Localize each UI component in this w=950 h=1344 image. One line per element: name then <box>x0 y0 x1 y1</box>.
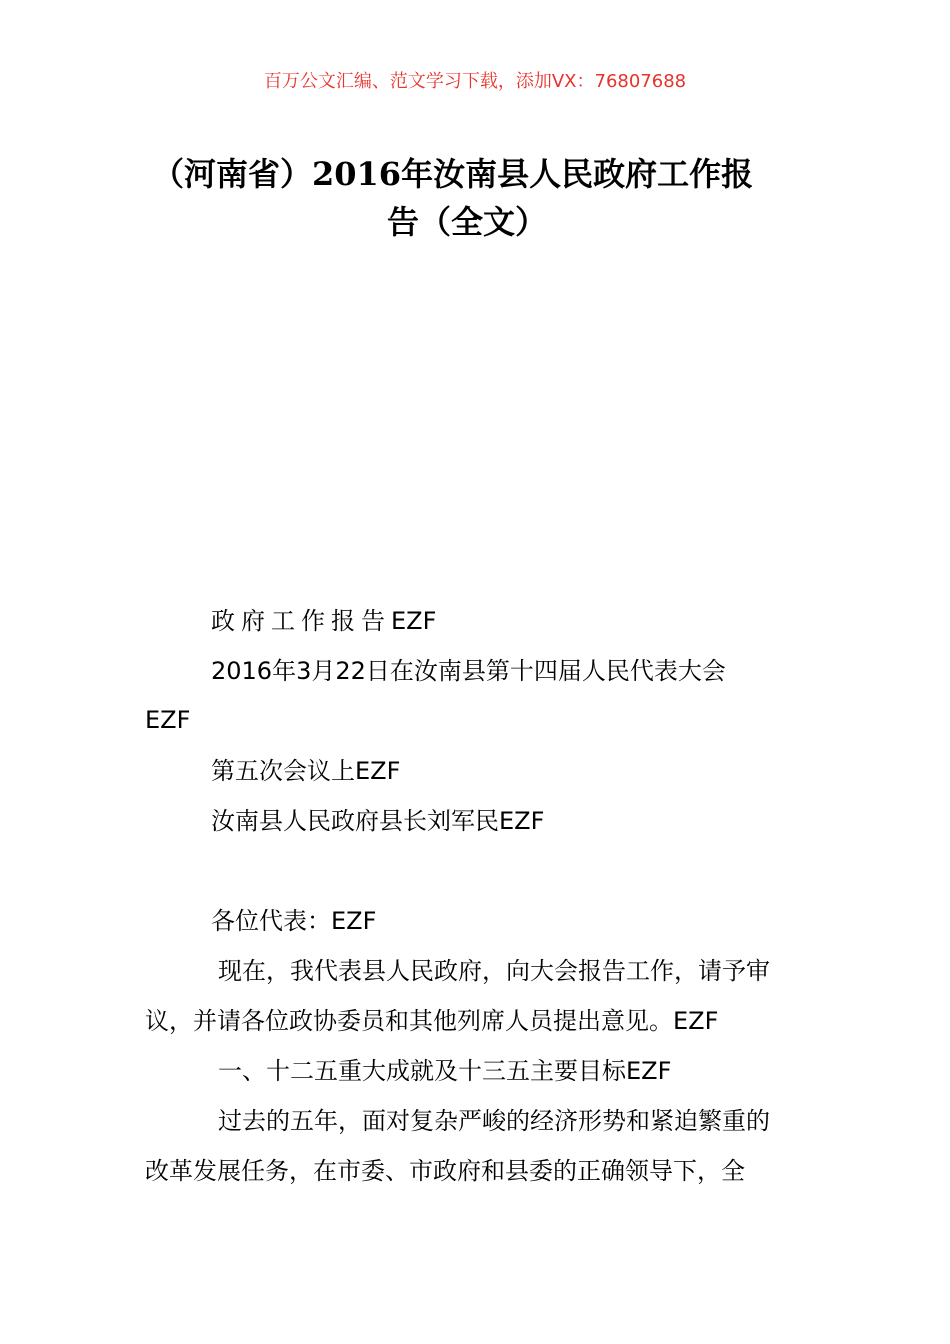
report-heading-line <box>211 604 436 638</box>
paragraph-2-line-2: 改革发展任务，在市委、市政府和县委的正确领导下，全 <box>145 1157 745 1185</box>
title-line-2: 告（全文） <box>387 203 548 241</box>
section-heading-1: 一、十二五重大成就及十三五主要目标EZF <box>218 1057 672 1085</box>
meeting-date-line: 2016年3月22日在汝南县第十四届人民代表大会 <box>211 657 726 685</box>
document-title <box>140 150 820 246</box>
paragraph-1-line-1: 现在，我代表县人民政府，向大会报告工作，请予审 <box>218 957 770 985</box>
paragraph-1-line-2: 议，并请各位政协委员和其他列席人员提出意见。EZF <box>145 1007 719 1035</box>
header-watermark-note: 百万公文汇编、范文学习下载，添加VX：76807688 <box>263 71 687 92</box>
meeting-session-line: 第五次会议上EZF <box>211 757 401 785</box>
speaker-line: 汝南县人民政府县长刘军民EZF <box>211 807 545 835</box>
title-line-1: （河南省）2016年汝南县人民政府工作报 <box>152 155 754 193</box>
report-heading-text: 政府工作报告 <box>211 607 391 635</box>
meeting-date-line-continued: EZF <box>145 706 191 734</box>
salutation-line: 各位代表：EZF <box>211 907 377 935</box>
paragraph-2-line-1: 过去的五年，面对复杂严峻的经济形势和紧迫繁重的 <box>218 1107 770 1135</box>
report-heading-suffix: EZF <box>391 607 437 635</box>
